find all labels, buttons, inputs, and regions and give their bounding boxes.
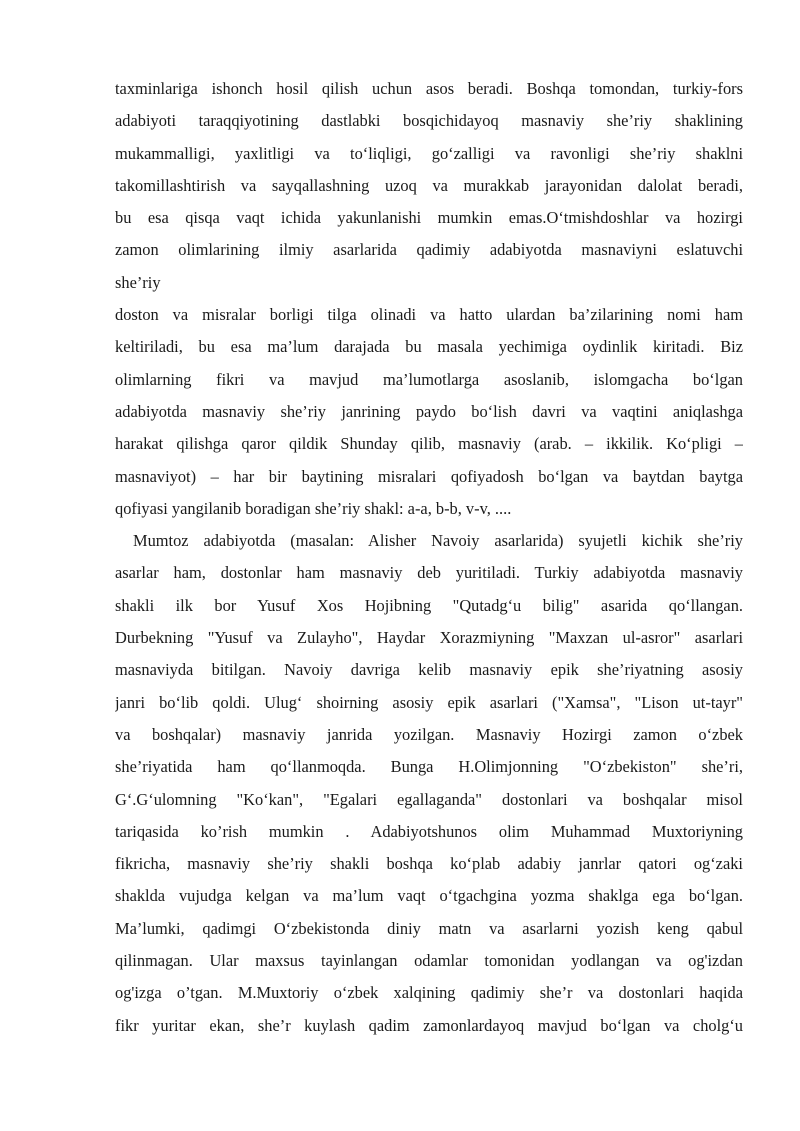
text-line: fikr yuritar ekan, she’r kuylash qadim zamonlardayoq mavjud bo‘lgan va cholg‘u [115, 1015, 743, 1035]
text-line: adabiyoti taraqqiyotining dastlabki bosqichidayoq masnaviy she’riy shaklining [115, 111, 743, 131]
text-line: og'izga o’tgan. M.Muxtoriy o‘zbek xalqining qadimiy she’r va dostonlari haqida [115, 983, 743, 1003]
paragraph-3 [115, 525, 743, 1042]
text-line: keltiriladi, bu esa ma’lum darajada bu masala yechimiga oydinlik kiritadi. Biz [115, 337, 743, 357]
text-line: tariqasida ko’rish mumkin . Adabiyotshunos olim Muhammad Muxtoriyning [115, 821, 743, 841]
text-line: G‘.G‘ulomning "Ko‘kan", "Egalari egallaganda" dostonlari va boshqalar misol [115, 789, 743, 809]
text-line: asarlar ham, dostonlar ham masnaviy deb yuritiladi. Turkiy adabiyotda masnaviy [115, 563, 743, 583]
text-line: Mumtoz adabiyotda (masalan: Alisher Navoiy asarlarida) syujetli kichik she’riy [133, 531, 743, 551]
text-line: masnaviyda bitilgan. Navoiy davriga kelib masnaviy epik she’riyatning asosiy [115, 660, 743, 680]
text-line: zamon olimlarining ilmiy asarlarida qadimiy adabiyotda masnaviyni eslatuvchi [115, 240, 743, 260]
text-line: Durbekning "Yusuf va Zulayho", Haydar Xorazmiyning "Maxzan ul-asror" asarlari [115, 628, 743, 648]
text-line: masnaviyot) – har bir baytining misralari qofiyadosh bo‘lgan va baytdan baytga [115, 466, 743, 486]
text-line: shaklda vujudga kelgan va ma’lum vaqt o‘tgachgina yozma shaklga ega bo‘lgan. [115, 886, 743, 906]
text-line: qofiyasi yangilanib boradigan she’riy shakl: a-a, b-b, v-v, .... [115, 498, 512, 518]
document-page [115, 73, 743, 1042]
text-line: harakat qilishga qaror qildik Shunday qilib, masnaviy (arab. – ikkilik. Ko‘pligi – [115, 434, 743, 454]
text-line: mukammalligi, yaxlitligi va to‘liqligi, go‘zalligi va ravonligi she’riy shaklni [115, 143, 743, 163]
text-line: va boshqalar) masnaviy janrida yozilgan. Masnaviy Hozirgi zamon o‘zbek [115, 724, 743, 744]
text-line: she’riy [115, 272, 161, 292]
text-line: bu esa qisqa vaqt ichida yakunlanishi mumkin emas.O‘tmishdoshlar va hozirgi [115, 208, 743, 228]
text-line: shakli ilk bor Yusuf Xos Hojibning "Qutadg‘u bilig" asarida qo‘llangan. [115, 595, 743, 615]
text-line: qilinmagan. Ular maxsus tayinlangan odamlar tomonidan yodlangan va og'izdan [115, 951, 743, 971]
text-line: Ma’lumki, qadimgi O‘zbekistonda diniy matn va asarlarni yozish keng qabul [115, 918, 743, 938]
text-line: janri bo‘lib qoldi. Ulug‘ shoirning asosiy epik asarlari ("Xamsa", "Lison ut-tayr" [115, 692, 743, 712]
paragraph-1 [115, 73, 743, 299]
text-line: she’riyatida ham qo‘llanmoqda. Bunga H.Olimjonning "O‘zbekiston" she’ri, [115, 757, 743, 777]
text-line: takomillashtirish va sayqallashning uzoq va murakkab jarayonidan dalolat beradi, [115, 175, 743, 195]
text-line: adabiyotda masnaviy she’riy janrining paydo bo‘lish davri va vaqtini aniqlashga [115, 401, 743, 421]
text-line: olimlarning fikri va mavjud ma’lumotlarga asoslanib, islomgacha bo‘lgan [115, 369, 743, 389]
text-line: taxminlariga ishonch hosil qilish uchun asos beradi. Boshqa tomondan, turkiy-fors [115, 79, 743, 98]
text-line: fikricha, masnaviy she’riy shakli boshqa ko‘plab adabiy janrlar qatori og‘zaki [115, 854, 743, 874]
text-line: doston va misralar borligi tilga olinadi va hatto ulardan ba’zilarining nomi ham [115, 305, 743, 325]
paragraph-2 [115, 299, 743, 525]
